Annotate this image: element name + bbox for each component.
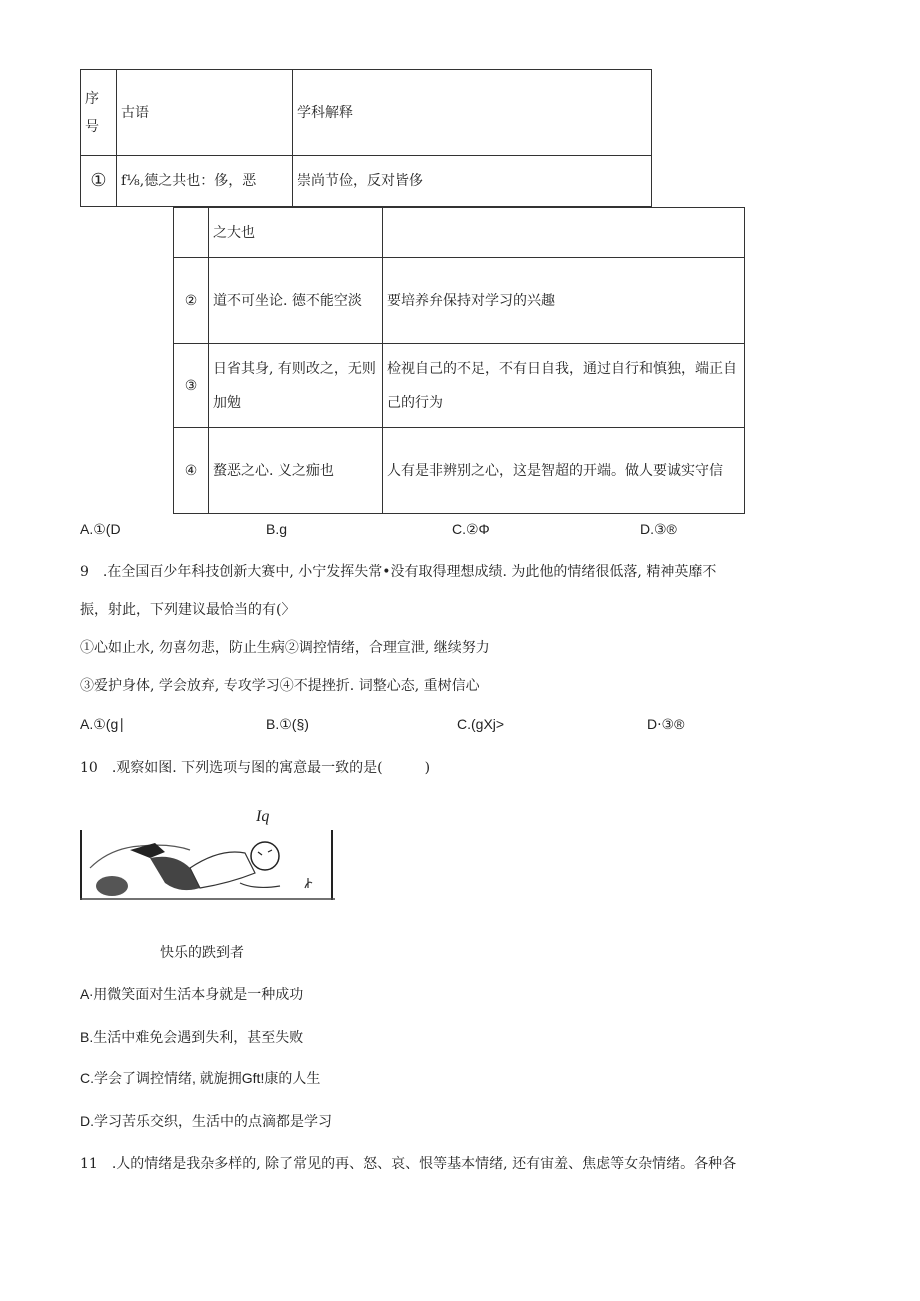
table-top	[80, 69, 652, 207]
q9-option-c[interactable]: C.(gXj>	[457, 716, 505, 732]
cell-r2-explanation: 检视自己的不足，不有日自我，通过自行和慎独，端正自己的行为	[383, 344, 745, 428]
cell-r0-num	[174, 208, 209, 258]
figure-caption: 快乐的跌到者	[160, 945, 244, 961]
q8-option-d[interactable]: D.③®	[640, 521, 677, 537]
q9-choice-line2: ③爱护身体, 学会放弃, 专攻学习④不提挫折. 词整心态, 重树信心	[80, 678, 480, 694]
q10-option-c[interactable]: C.学会了调控情绪, 就旎拥Gft!康的人生	[80, 1070, 321, 1086]
cartoon-illustration	[80, 828, 335, 900]
q11-stem: 11 .人的情绪是我杂多样的, 除了常见的再、怒、哀、恨等基本情绪, 还有宙羞、焦虑等女杂情绪。各种各	[80, 1156, 737, 1172]
cell-r0-ancient: 之大也	[209, 208, 383, 258]
q9-stem-line2: 振，射此，下列建议最恰当的有(〉	[80, 602, 296, 618]
cell-r2-num: ③	[174, 344, 209, 428]
cell-r0-explanation	[383, 208, 745, 258]
q10-option-a[interactable]: A∙用微笑面对生活本身就是一种成功	[80, 986, 304, 1002]
q10-option-b[interactable]: B.生活中难免会遇到失利，甚至失败	[80, 1029, 304, 1045]
cell-header-ancient: 古语	[117, 70, 293, 156]
cell-r2-ancient: 日省其身, 有则改之，无则加勉	[209, 344, 383, 428]
q9-option-a[interactable]: A.①(g∣	[80, 716, 126, 732]
cell-r3-ancient: 蝥恶之心. 义之痂也	[209, 428, 383, 514]
figure-label: Iq	[256, 808, 270, 825]
table-bottom	[173, 207, 745, 514]
q8-option-b[interactable]: B.g	[266, 521, 288, 537]
cell-row1-ancient: f⅛,德之共也：侈，恶	[117, 156, 293, 207]
q10-stem: 10 .观察如图. 下列选项与图的寓意最一致的是( )	[80, 760, 431, 776]
q8-option-a[interactable]: A.①(D	[80, 521, 121, 537]
q8-option-c[interactable]: C.②Φ	[452, 521, 490, 537]
q9-option-b[interactable]: B.①(§)	[266, 716, 309, 732]
q10-option-d[interactable]: D.学习苦乐交织，生活中的点滴都是学习	[80, 1113, 332, 1129]
cell-row1-num: ①	[81, 156, 117, 207]
cell-r3-num: ④	[174, 428, 209, 514]
cell-r3-explanation: 人有是非辨别之心，这是智超的开端。做人要诚实守信	[383, 428, 745, 514]
cell-r1-explanation: 要培养弁保持对学习的兴趣	[383, 258, 745, 344]
q9-stem-line1: 9 .在全国百少年科技创新大赛中, 小宁发挥失常•没有取得理想成绩. 为此他的情绪很低落, 精神英靡不	[80, 564, 717, 580]
q9-option-d[interactable]: D⋅③®	[647, 716, 685, 732]
cell-row1-explanation: 崇尚节俭，反对皆侈	[293, 156, 652, 207]
cell-header-num: 序号	[81, 70, 117, 156]
cell-header-explanation: 学科解释	[293, 70, 652, 156]
cell-r1-ancient: 道不可坐论. 德不能空淡	[209, 258, 383, 344]
cell-r1-num: ②	[174, 258, 209, 344]
q9-choice-line1: ①心如止水, 勿喜勿悲，防止生病②调控情绪，合理宣泄, 继续努力	[80, 640, 490, 656]
